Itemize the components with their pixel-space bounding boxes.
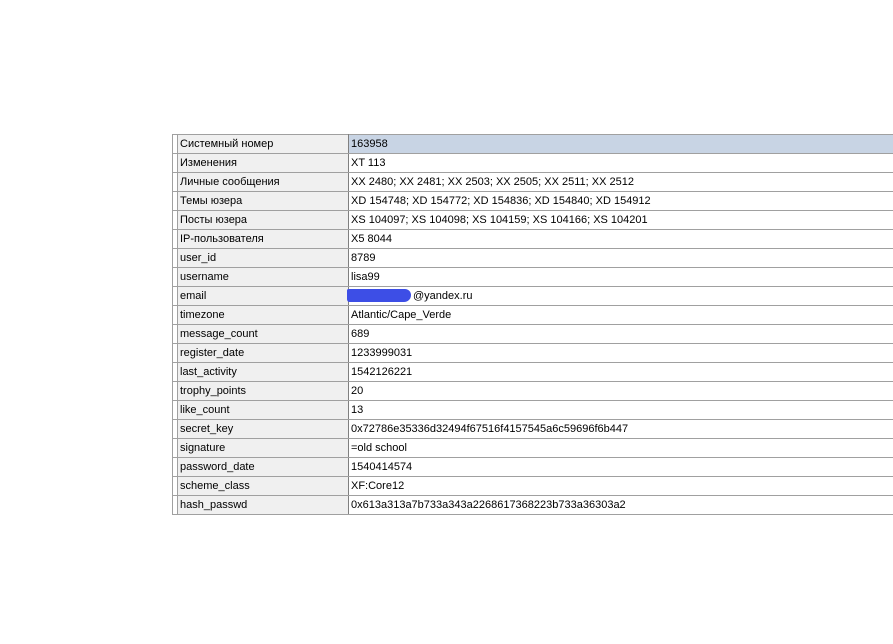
- field-name: email: [178, 287, 349, 306]
- field-name: secret_key: [178, 420, 349, 439]
- field-value[interactable]: 163958: [349, 135, 893, 154]
- record-table: [172, 134, 893, 515]
- row-timezone[interactable]: [173, 306, 893, 325]
- field-name: Системный номер: [178, 135, 349, 154]
- field-value[interactable]: 0x613a313a7b733a343a2268617368223b733a36303a2: [349, 496, 893, 515]
- field-value[interactable]: X5 8044: [349, 230, 893, 249]
- row-user-id[interactable]: [173, 249, 893, 268]
- field-name: Личные сообщения: [178, 173, 349, 192]
- row-changes[interactable]: [173, 154, 893, 173]
- field-name: username: [178, 268, 349, 287]
- field-value[interactable]: XS 104097; XS 104098; XS 104159; XS 104166; XS 104201: [349, 211, 893, 230]
- field-value[interactable]: 1540414574: [349, 458, 893, 477]
- field-name: Изменения: [178, 154, 349, 173]
- row-hash-passwd[interactable]: [173, 496, 893, 515]
- email-domain: @yandex.ru: [413, 290, 473, 302]
- field-value[interactable]: 689: [349, 325, 893, 344]
- row-like-count[interactable]: [173, 401, 893, 420]
- redaction-mark: [347, 289, 411, 302]
- row-email[interactable]: [173, 287, 893, 306]
- row-register-date[interactable]: [173, 344, 893, 363]
- field-value[interactable]: XX 2480; XX 2481; XX 2503; XX 2505; XX 2511; XX 2512: [349, 173, 893, 192]
- row-username[interactable]: [173, 268, 893, 287]
- field-name: signature: [178, 439, 349, 458]
- field-value[interactable]: lisa99: [349, 268, 893, 287]
- field-name: IP-пользователя: [178, 230, 349, 249]
- row-system-number[interactable]: [173, 135, 893, 154]
- row-signature[interactable]: [173, 439, 893, 458]
- field-name: last_activity: [178, 363, 349, 382]
- field-name: Посты юзера: [178, 211, 349, 230]
- row-private-messages[interactable]: [173, 173, 893, 192]
- field-name: timezone: [178, 306, 349, 325]
- field-value[interactable]: XF:Core12: [349, 477, 893, 496]
- row-secret-key[interactable]: [173, 420, 893, 439]
- field-value[interactable]: Atlantic/Cape_Verde: [349, 306, 893, 325]
- row-user-posts[interactable]: [173, 211, 893, 230]
- field-value[interactable]: =old school: [349, 439, 893, 458]
- field-name: Темы юзера: [178, 192, 349, 211]
- field-value[interactable]: 1542126221: [349, 363, 893, 382]
- field-value[interactable]: 1233999031: [349, 344, 893, 363]
- row-user-ip[interactable]: [173, 230, 893, 249]
- field-value[interactable]: 8789: [349, 249, 893, 268]
- field-value[interactable]: XT 113: [349, 154, 893, 173]
- field-value[interactable]: 0x72786e35336d32494f67516f4157545a6c59696f6b447: [349, 420, 893, 439]
- field-name: register_date: [178, 344, 349, 363]
- field-value[interactable]: 13: [349, 401, 893, 420]
- field-name: password_date: [178, 458, 349, 477]
- row-message-count[interactable]: [173, 325, 893, 344]
- record-grid: [172, 134, 651, 511]
- field-name: user_id: [178, 249, 349, 268]
- row-scheme-class[interactable]: [173, 477, 893, 496]
- field-name: trophy_points: [178, 382, 349, 401]
- field-name: like_count: [178, 401, 349, 420]
- row-password-date[interactable]: [173, 458, 893, 477]
- field-value[interactable]: XD 154748; XD 154772; XD 154836; XD 154840; XD 154912: [349, 192, 893, 211]
- field-name: hash_passwd: [178, 496, 349, 515]
- field-value[interactable]: [349, 287, 893, 306]
- row-user-threads[interactable]: [173, 192, 893, 211]
- field-name: scheme_class: [178, 477, 349, 496]
- field-name: message_count: [178, 325, 349, 344]
- row-last-activity[interactable]: [173, 363, 893, 382]
- field-value[interactable]: 20: [349, 382, 893, 401]
- row-trophy-points[interactable]: [173, 382, 893, 401]
